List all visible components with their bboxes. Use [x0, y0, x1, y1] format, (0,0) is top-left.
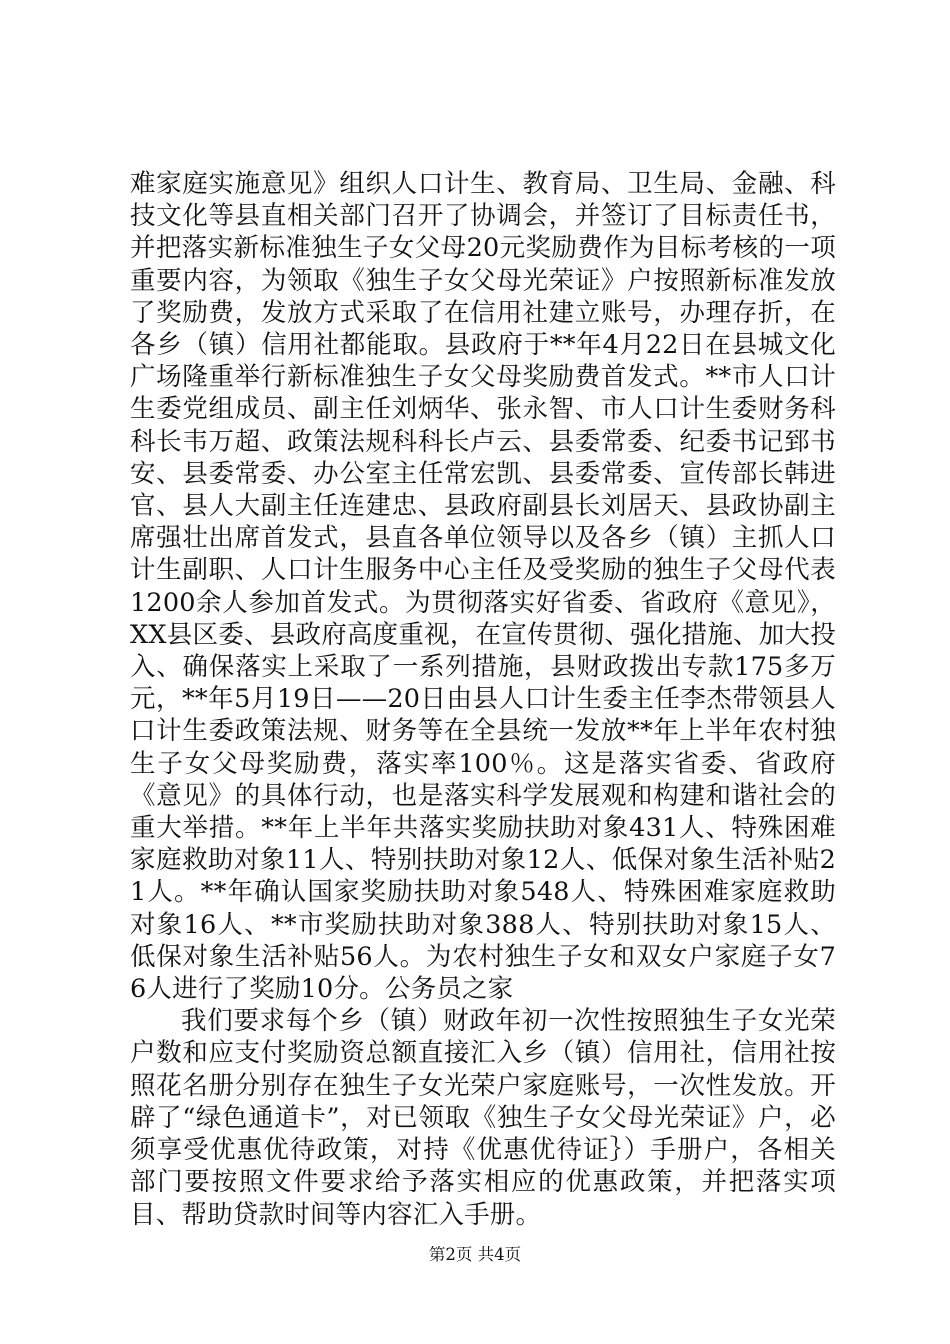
body-paragraph-2: 我们要求每个乡（镇）财政年初一次性按照独生子女光荣户数和应支付奖励资总额直接汇入乡（镇）信用社，信用社按照花名册分别存在独生子女光荣户家庭账号，一次性发放。开辟了“绿色通道卡”，对已领取《独生子女父母光荣证》户，必须享受优惠优待政策，对持《优惠优待证｝）手册户，各相关部门要按照文件要求给予落实相应的优惠政策，并把落实项目、帮助贷款时间等内容汇入手册。: [130, 1006, 836, 1230]
body-paragraph-1: 难家庭实施意见》组织人口计生、教育局、卫生局、金融、科技文化等县直相关部门召开了协调会，并签订了目标责任书，并把落实新标准独生子女父母20元奖励费作为目标考核的一项重要内容，为领取《独生子女父母光荣证》户按照新标准发放了奖励费，发放方式采取了在信用社建立账号，办理存折，在各乡（镇）信用社都能取。县政府于**年4月22日在县城文化广场隆重举行新标准独生子女父母奖励费首发式。**市人口计生委党组成员、副主任刘炳华、张永智、市人口计生委财务科科长韦万超、政策法规科科长卢云、县委常委、纪委书记郅书安、县委常委、办公室主任常宏凯、县委常委、宣传部长韩进官、县人大副主任连建忠、县政府副县长刘居天、县政协副主席强壮出席首发式，县直各单位领导以及各乡（镇）主抓人口计生副职、人口计生服务中心主任及受奖励的独生子父母代表1200余人参加首发式。为贯彻落实好省委、省政府《意见》，XX县区委、县政府高度重视，在宣传贯彻、强化措施、加大投入、确保落实上采取了一系列措施，县财政拨出专款175多万元，**年5月19日——20日由县人口计生委主任李杰带领县人口计生委政策法规、财务等在全县统一发放**年上半年农村独生子女父母奖励费，落实率100％。这是落实省委、省政府《意见》的具体行动，也是落实科学发展观和构建和谐社会的重大举措。**年上半年共落实奖励扶助对象431人、特殊困难家庭救助对象11人、特别扶助对象12人、低保对象生活补贴21人。**年确认国家奖励扶助对象548人、特殊困难家庭救助对象16人、**市奖励扶助对象388人、特别扶助对象15人、低保对象生活补贴56人。为农村独生子女和双女户家庭子女76人进行了奖励10分。公务员之家: [130, 169, 836, 1005]
page-footer: 第2页 共4页: [428, 1245, 522, 1264]
document-body: [130, 168, 836, 1231]
